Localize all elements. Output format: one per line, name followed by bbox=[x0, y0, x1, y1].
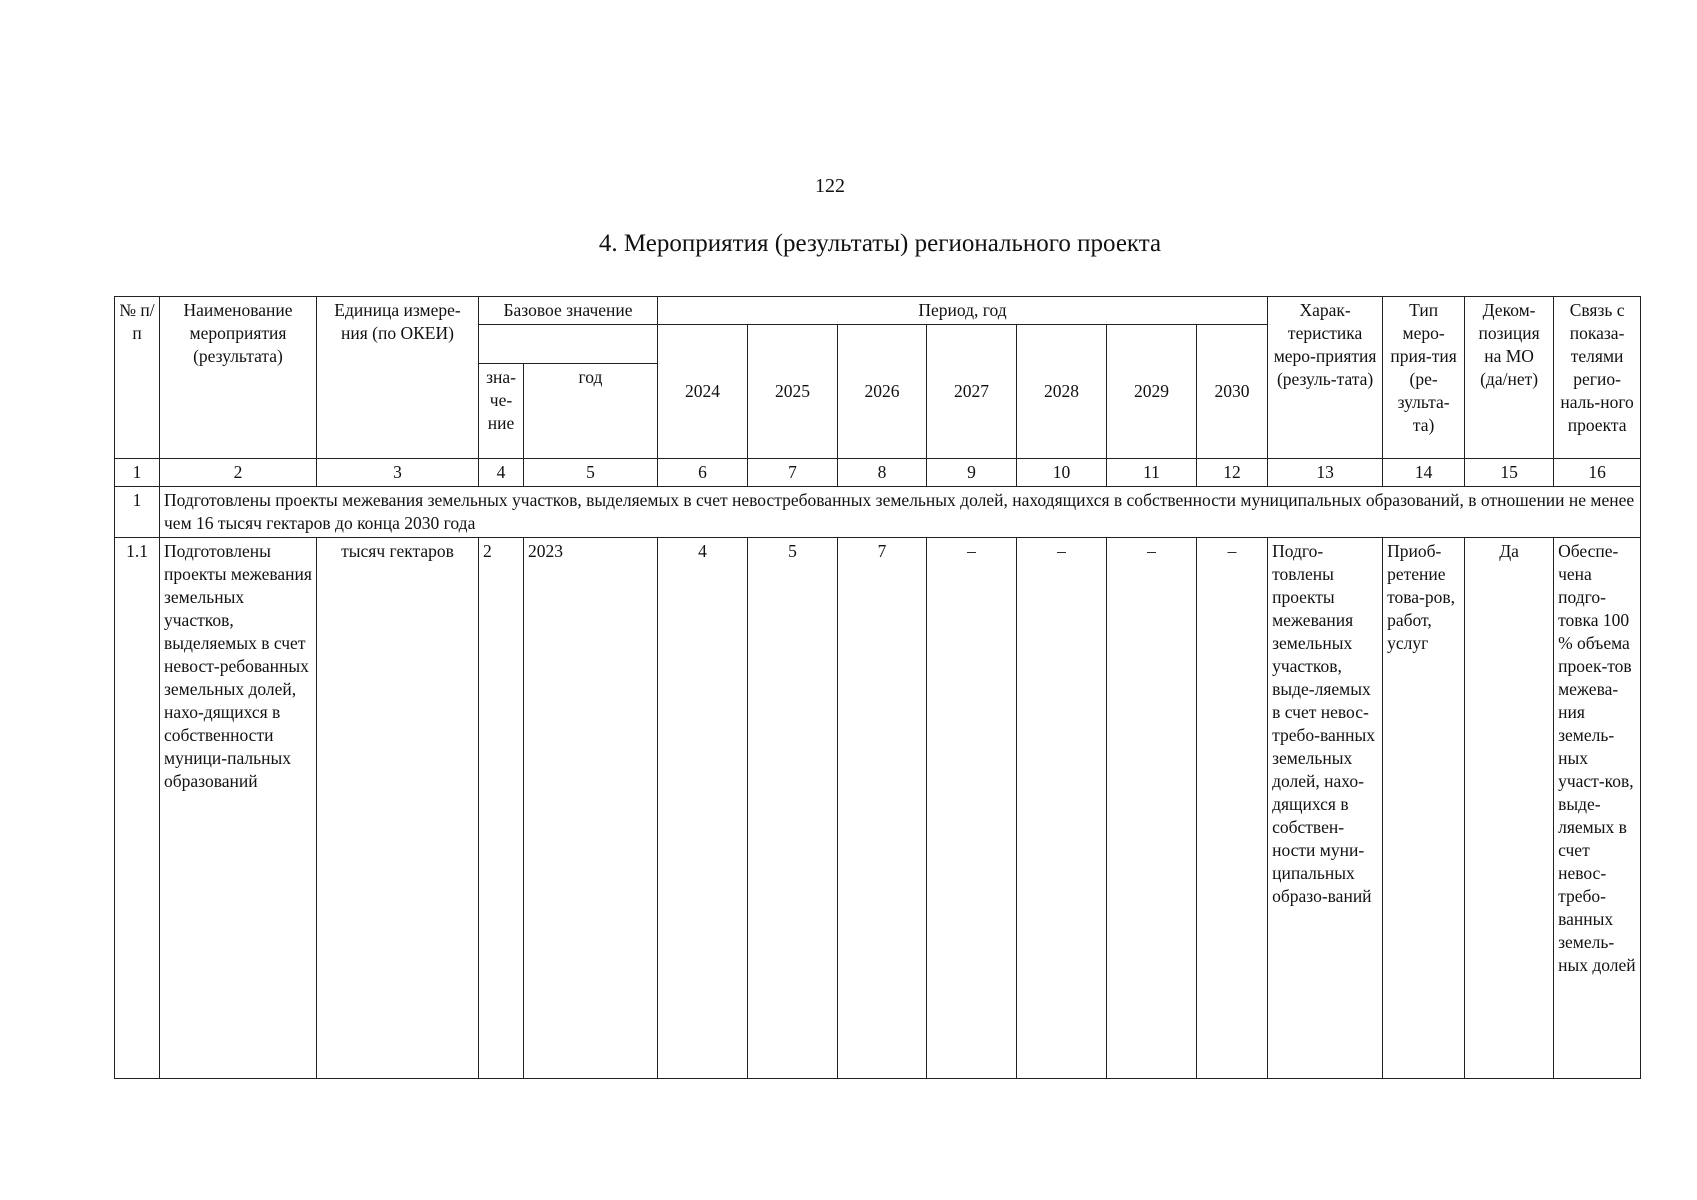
page-number: 122 bbox=[815, 175, 845, 197]
section-title: 4. Мероприятия (результаты) регионального проекта bbox=[598, 230, 1162, 257]
header-row-1 bbox=[115, 297, 1641, 325]
col-number: 1 bbox=[115, 459, 160, 487]
col-number: 15 bbox=[1465, 459, 1554, 487]
row-type: Приоб-ретение това-ров, работ, услуг bbox=[1383, 538, 1465, 1079]
col-number: 8 bbox=[838, 459, 927, 487]
results-table bbox=[114, 296, 1641, 1079]
row-num: 1.1 bbox=[115, 538, 160, 1079]
col-number: 3 bbox=[317, 459, 479, 487]
row-decomposition: Да bbox=[1465, 538, 1554, 1079]
header-year-2026: 2026 bbox=[838, 325, 927, 459]
header-base-year: год bbox=[524, 364, 658, 459]
header-period: Период, год bbox=[658, 297, 1268, 325]
row-link: Обеспе-чена подго-товка 100 % объема проек-тов межева-ния земель-ных участ-ков, выде-ляемых в счет невос-требо-ванных земель-ных долей bbox=[1554, 538, 1641, 1079]
col-number: 5 bbox=[524, 459, 658, 487]
header-year-2024: 2024 bbox=[658, 325, 748, 459]
section-num: 1 bbox=[115, 487, 160, 538]
row-value-2027: – bbox=[927, 538, 1017, 1079]
col-number: 9 bbox=[927, 459, 1017, 487]
header-year-2030: 2030 bbox=[1197, 325, 1268, 459]
header-num: № п/п bbox=[115, 297, 160, 459]
row-value-2030: – bbox=[1197, 538, 1268, 1079]
header-base-spacer bbox=[479, 325, 658, 364]
row-value-2028: – bbox=[1017, 538, 1107, 1079]
col-number: 7 bbox=[748, 459, 838, 487]
header-unit: Единица измере-ния (по ОКЕИ) bbox=[317, 297, 479, 459]
header-year-2028: 2028 bbox=[1017, 325, 1107, 459]
col-number: 11 bbox=[1107, 459, 1197, 487]
header-year-2029: 2029 bbox=[1107, 325, 1197, 459]
col-number: 14 bbox=[1383, 459, 1465, 487]
row-name: Подготовлены проекты межевания земельных участков, выделяемых в счет невост-ребованных земельных долей, нахо-дящихся в собственности муници-пальных образований bbox=[160, 538, 317, 1079]
col-number: 10 bbox=[1017, 459, 1107, 487]
row-value-2026: 7 bbox=[838, 538, 927, 1079]
row-characteristic: Подго-товлены проекты межевания земельных участков, выде-ляемых в счет невос-требо-ванных земельных долей, нахо-дящихся в собствен-ности муни-ципальных образо-ваний bbox=[1268, 538, 1383, 1079]
header-type: Тип меро-прия-тия (ре-зульта-та) bbox=[1383, 297, 1465, 459]
header-name: Наименование мероприятия (результата) bbox=[160, 297, 317, 459]
col-number: 6 bbox=[658, 459, 748, 487]
header-year-2025: 2025 bbox=[748, 325, 838, 459]
section-text: Подготовлены проекты межевания земельных участков, выделяемых в счет невостребованных земельных долей, находящихся в собственности муниципальных образований, в отношении не менее чем 16 тысяч гектаров до конца 2030 года bbox=[160, 487, 1641, 538]
header-base-value: зна-че-ние bbox=[479, 364, 524, 459]
col-number: 13 bbox=[1268, 459, 1383, 487]
row-value-2025: 5 bbox=[748, 538, 838, 1079]
header-characteristic: Харак-теристика меро-приятия (резуль-тата) bbox=[1268, 297, 1383, 459]
row-base-value: 2 bbox=[479, 538, 524, 1079]
header-decomposition: Деком-позиция на МО (да/нет) bbox=[1465, 297, 1554, 459]
section-row bbox=[115, 487, 1641, 538]
row-base-year: 2023 bbox=[524, 538, 658, 1079]
header-year-2027: 2027 bbox=[927, 325, 1017, 459]
row-value-2029: – bbox=[1107, 538, 1197, 1079]
header-link: Связь с показа-телями регио-наль-ного проекта bbox=[1554, 297, 1641, 459]
col-number: 12 bbox=[1197, 459, 1268, 487]
table-row bbox=[115, 538, 1641, 1079]
header-base: Базовое значение bbox=[479, 297, 658, 325]
row-value-2024: 4 bbox=[658, 538, 748, 1079]
col-number: 16 bbox=[1554, 459, 1641, 487]
row-unit: тысяч гектаров bbox=[317, 538, 479, 1079]
column-number-row bbox=[115, 459, 1641, 487]
col-number: 4 bbox=[479, 459, 524, 487]
col-number: 2 bbox=[160, 459, 317, 487]
